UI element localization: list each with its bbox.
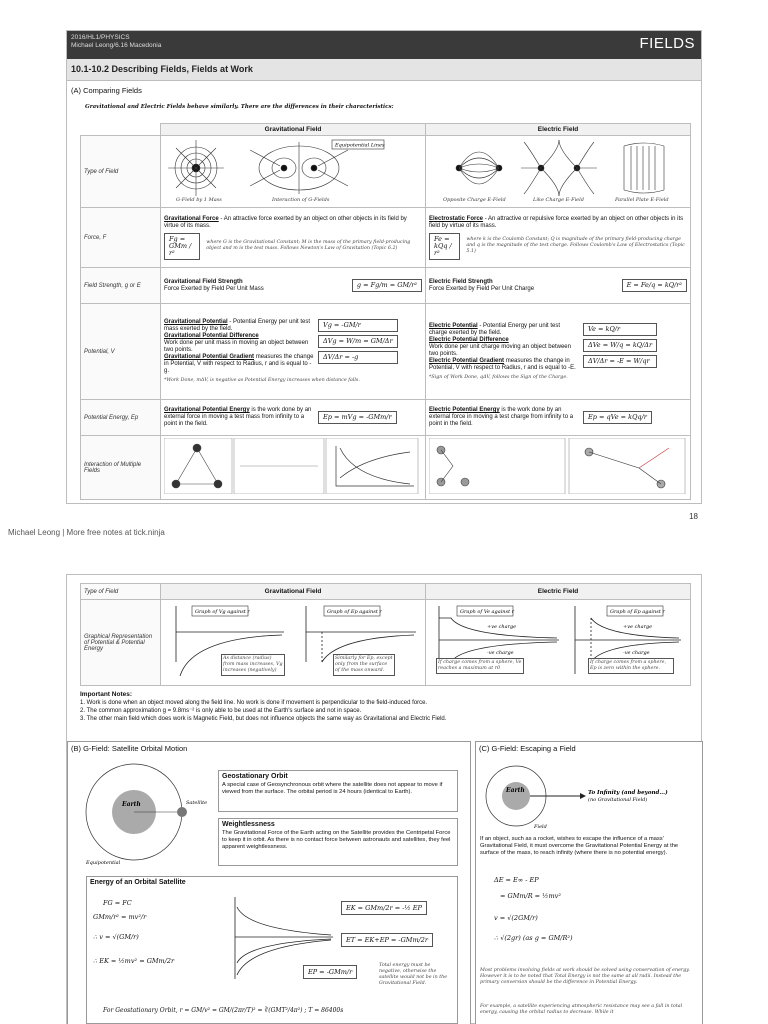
elec-potential-equation: Ve = kQ/r	[583, 323, 657, 336]
table-header-row	[81, 124, 691, 136]
elec-force-heading: Electrostatic Force	[429, 215, 484, 222]
grav-strength-cell	[161, 268, 426, 304]
satellite-orbit-diagram	[74, 758, 214, 868]
grav-pd-equation: ΔVg = W/m = GM/Δr	[318, 335, 398, 348]
negative-charge-label: -ve charge	[487, 650, 514, 656]
orbital-energy-box	[86, 876, 458, 1024]
elec-pd-text: Work done per unit charge moving an object between two points.	[429, 343, 571, 357]
part-a-label: (A) Comparing Fields	[71, 86, 142, 95]
grav-strength-text: Force Exerted by Field Per Unit Mass	[164, 285, 264, 292]
energy-eq-line: FG = FC	[103, 899, 132, 907]
geostationary-title: Geostationary Orbit	[222, 773, 288, 780]
table-row	[81, 136, 691, 208]
row-label-potential: Potential, V	[81, 304, 161, 400]
graph-title-vg: Graph of Vg against r	[195, 609, 250, 615]
caption-g-field-one-mass: G-Field by 1 Mass	[176, 197, 222, 202]
part-c-label: (C) G-Field: Escaping a Field	[479, 744, 576, 753]
weightlessness-title: Weightlessness	[222, 821, 275, 828]
row-label-type: Type of Field	[81, 136, 161, 208]
page-footer: Michael Leong | More free notes at tick.ninja	[8, 528, 165, 537]
escape-field-diagram	[482, 756, 682, 836]
elec-strength-heading: Electric Field Strength	[429, 278, 493, 285]
elec-pe-heading: Electric Potential Energy	[429, 407, 500, 413]
elec-potential-text: - Potential Energy per unit test charge exerted by the field.	[429, 322, 561, 336]
grav-vg-note: As distance (radius) from mass increases, Vg increases (negatively)	[221, 654, 285, 676]
grav-pd-text: Work done per unit mass in moving an object between two points.	[164, 340, 309, 353]
grav-force-cell	[161, 208, 426, 268]
energy-eq-line: GMm/r² = mv²/r	[93, 913, 147, 921]
elec-interaction-diagram	[429, 438, 687, 494]
satellite-label: Satellite	[186, 800, 208, 806]
elec-pd-heading: Electric Potential Difference	[429, 336, 509, 343]
grav-gradient-equation: ΔV/Δr = -g	[318, 351, 398, 364]
elec-graphs-cell	[426, 600, 691, 686]
caption-opposite-charge: Opposite Charge E-Field	[443, 197, 506, 202]
notes-page-19	[66, 574, 702, 1024]
section-title: 10.1-10.2 Describing Fields, Fields at Work	[67, 59, 701, 81]
grav-strength-heading: Gravitational Field Strength	[164, 278, 243, 285]
grav-gradient-heading: Gravitational Potential Gradient	[164, 354, 255, 360]
elec-potential-note: *Sign of Work Done, qΔV, follows the Sign of the Charge.	[429, 374, 568, 380]
grav-pe-text: is the work done by an external force in moving a test mass from infinity to a point in the field.	[164, 407, 312, 427]
table-row	[81, 268, 691, 304]
grav-field-diagrams	[161, 136, 426, 208]
gravitational-field-lines-diagram	[164, 138, 422, 202]
elec-energy-cell	[426, 400, 691, 436]
grav-energy-cell	[161, 400, 426, 436]
important-note: 1. Work is done when an object moved along the field line. No work is done if movement is perpendicular to the field-induced force.	[80, 700, 428, 706]
important-note: 3. The other main field which does work is Magnetic Field, but does not influence objects the same way as Gravitational and Electric Field.	[80, 716, 447, 722]
elec-strength-text: Force Exerted by Field Per Unit Charge	[429, 285, 535, 292]
elec-potential-cell	[426, 304, 691, 400]
elec-force-note: where k is the Coulomb Constant; Q is magnitude of the primary field-producing charge and q is the magnitude of the test charge. Follows Coulomb's Law of Electrostatics (Topic 5.1)	[466, 237, 685, 254]
ep-equation: EP = -GMm/r	[303, 965, 357, 979]
positive-charge-label-ep: +ve charge	[623, 624, 653, 630]
grav-strength-equation: g = Fg/m = GM/r²	[352, 279, 422, 292]
part-b-panel	[67, 741, 471, 1024]
comparison-table	[80, 123, 691, 500]
page-header	[67, 31, 701, 59]
table-row	[81, 436, 691, 500]
row-label-force: Force, F	[81, 208, 161, 268]
graph-comparison-table	[80, 583, 691, 686]
part-c-panel	[475, 741, 703, 1024]
table-row	[81, 600, 691, 686]
grav-pd-heading: Gravitational Potential Difference	[164, 333, 259, 339]
grav-potential-note: *Work Done, mΔV, is negative as Potential Energy increases when distance falls.	[164, 378, 360, 383]
elec-strength-equation: E = Fe/q = kQ/r²	[622, 279, 687, 292]
total-energy-note: Total energy must be negative, otherwise the satellite would not be in the Gravitational Field.	[379, 963, 448, 986]
elec-potential-heading: Electric Potential	[429, 322, 478, 329]
row-label-energy: Potential Energy, Ep	[81, 400, 161, 436]
field-label: Field	[534, 824, 547, 830]
escape-eq-line: = GMm/R = ½mv²	[500, 892, 561, 900]
to-infinity-label: To Infinity (and beyond...)	[588, 790, 668, 796]
col-header-electric: Electric Field	[426, 124, 691, 136]
positive-charge-label: +ve charge	[487, 624, 517, 630]
ek-equation: EK = GMm/2r = -½ EP	[341, 901, 427, 915]
electric-field-lines-diagram	[429, 138, 687, 202]
notes-page-18	[66, 30, 702, 504]
elec-interaction-cell	[426, 436, 691, 500]
elec-field-diagrams	[426, 136, 691, 208]
type-of-field-label: Type of Field	[81, 584, 161, 600]
grav-interaction-cell	[161, 436, 426, 500]
caption-like-charge: Like Charge E-Field	[533, 197, 584, 202]
elec-pe-text: is the work done by an external force in moving a test charge from infinity to a point in the field.	[429, 407, 574, 427]
grav-potential-text: - Potential Energy per unit test mass exerted by the field.	[164, 319, 311, 332]
et-equation: ET = EK+EP = -GMm/2r	[341, 933, 433, 947]
graph-row-label: Graphical Representation of Potential & Potential Energy	[81, 600, 161, 686]
row-label-strength: Field Strength, g or E	[81, 268, 161, 304]
part-b-label: (B) G-Field: Satellite Orbital Motion	[71, 744, 188, 753]
important-notes	[80, 691, 446, 723]
weightlessness-box	[218, 818, 458, 866]
elec-pe-equation: Ep = qVe = kQq/r	[583, 411, 652, 424]
page-number: 18	[689, 512, 698, 521]
caption-parallel-plate: Parallel Plate E-Field	[615, 197, 669, 202]
escape-eq-line: ∴ √(2gr) (as g = GM/R²)	[494, 934, 573, 942]
escape-note-2: For example, a satellite experiencing atmospheric resistance may see a fall in total energy, causing the orbital radius to decrease. While it	[480, 1004, 683, 1015]
grav-potential-cell	[161, 304, 426, 400]
orbital-energy-title: Energy of an Orbital Satellite	[90, 879, 186, 886]
grav-potential-heading: Gravitational Potential	[164, 319, 228, 325]
elec-gradient-text: measures the change in Potential, V with respect to Radius, r and is equal to -E.	[429, 357, 576, 371]
author-line: Michael Leong/6.16 Macedonia	[71, 42, 162, 49]
grav-ep-note: Similarly for Ep, except only from the surface of the mass onward.	[333, 654, 395, 676]
important-notes-title: Important Notes:	[80, 691, 132, 698]
escape-note-1: Most problems involving fields at work should be solved using conservation of energy. However it is to be noted that Total Energy is not the same at all radii. Instead the primary conversion should be the difference in Potential Energy.	[480, 968, 690, 985]
graph-title-ep-elec: Graph of Ep against r	[610, 609, 665, 615]
grav-gradient-text: measures the change in Potential, V with respect to Radius, r and is equal to -g.	[164, 354, 314, 374]
grav-force-equation: Fg = GMm / r²	[164, 233, 200, 260]
grav-force-heading: Gravitational Force	[164, 215, 219, 222]
earth-label-c: Earth	[506, 787, 525, 794]
col-header-electric: Electric Field	[426, 584, 691, 600]
elec-force-text: - An attractive or repulsive force exerted by an object on other objects in its field by virtue of its mass.	[429, 215, 684, 229]
table-header-row	[81, 584, 691, 600]
topic-brand: FIELDS	[639, 35, 695, 52]
grav-force-note: where G is the Gravitational Constant; M is the mass of the primary field-producing object and m is the test mass. Follows Newton's Law of Gravitation (Topic 6.2)	[206, 240, 411, 251]
grav-graphs-cell	[161, 600, 426, 686]
graph-title-ve: Graph of Ve against r	[460, 609, 515, 615]
elec-gradient-heading: Electric Potential Gradient	[429, 357, 505, 364]
course-code: 2016/HL1/PHYSICS	[71, 34, 130, 41]
elec-strength-cell	[426, 268, 691, 304]
grav-interaction-diagram	[164, 438, 422, 494]
elec-gradient-equation: ΔV/Δr = -E = W/qr	[583, 355, 657, 368]
table-row	[81, 400, 691, 436]
escape-eq-line: v = √(2GM/r)	[494, 914, 538, 922]
grav-potential-equation: Vg = -GM/r	[318, 319, 398, 332]
caption-g-field-interaction: Interaction of G-Fields	[272, 197, 330, 202]
col-header-gravitational: Gravitational Field	[161, 124, 426, 136]
elec-force-equation: Fe = kQq / r²	[429, 233, 460, 260]
table-row	[81, 208, 691, 268]
energy-eq-line: ∴ EK = ½mv² = GMm/2r	[93, 957, 175, 965]
elec-ve-note: If charge comes from a sphere, Ve reaches a maximum at r0	[436, 658, 524, 674]
equipotential-label: Equipotential	[86, 860, 121, 866]
row-label-interaction: Interaction of Multiple Fields	[81, 436, 161, 500]
grav-force-text: - An attractive force exerted by an object on other objects in its field by virtue of its mass.	[164, 215, 407, 229]
weightlessness-text: The Gravitational Force of the Earth acting on the Satellite provides the Centripetal Force to keep it in orbit. As there is no contact force between astronauts and satellites, they feel apparent weightlessness.	[222, 830, 451, 850]
important-note: 2. The common approximation g = 9.8ms⁻² is only able to be used at the Earth's surface and not in space.	[80, 708, 362, 714]
col-header-gravitational: Gravitational Field	[161, 584, 426, 600]
part-a-intro: Gravitational and Electric Fields behave similarly. There are the differences in their characteristics:	[85, 104, 394, 110]
escape-text: If an object, such as a rocket, wishes to escape the influence of a mass' Gravitational Field, it must overcome the Gravitational Potential Energy at the surface of the mass, to reach infinity (where there is no potential energy).	[480, 836, 679, 856]
earth-label: Earth	[122, 801, 141, 808]
energy-eq-line: ∴ v = √(GM/r)	[93, 933, 139, 941]
table-row	[81, 304, 691, 400]
escape-eq-line: ΔE = E∞ - EP	[494, 876, 539, 884]
no-field-label: (no Gravitational Field)	[588, 797, 648, 803]
graph-title-ep-grav: Graph of Ep against r	[327, 609, 382, 615]
geostationary-text: A special case of Geosynchronous orbit where the satellite does not appear to move if viewed from the surface. The orbital period is 24 hours (identical to Earth).	[222, 782, 443, 795]
geostationary-box	[218, 770, 458, 812]
elec-pd-equation: ΔVe = W/q = kQ/Δr	[583, 339, 657, 352]
elec-ep-note: If charge comes from a sphere, Ep is zero within the sphere.	[588, 658, 674, 674]
grav-pe-equation: Ep = mVg = -GMm/r	[318, 411, 397, 424]
equipotential-lines-label: Equipotential Lines	[335, 142, 385, 149]
grav-pe-heading: Gravitational Potential Energy	[164, 407, 250, 413]
geostationary-orbit-equation: For Geostationary Orbit, r = GM/v² = GM/(2πr/T)² = ∛(GMT²/4π²) ; T = 86400s	[103, 1007, 344, 1014]
elec-force-cell	[426, 208, 691, 268]
negative-charge-label-ep: -ve charge	[623, 650, 650, 656]
